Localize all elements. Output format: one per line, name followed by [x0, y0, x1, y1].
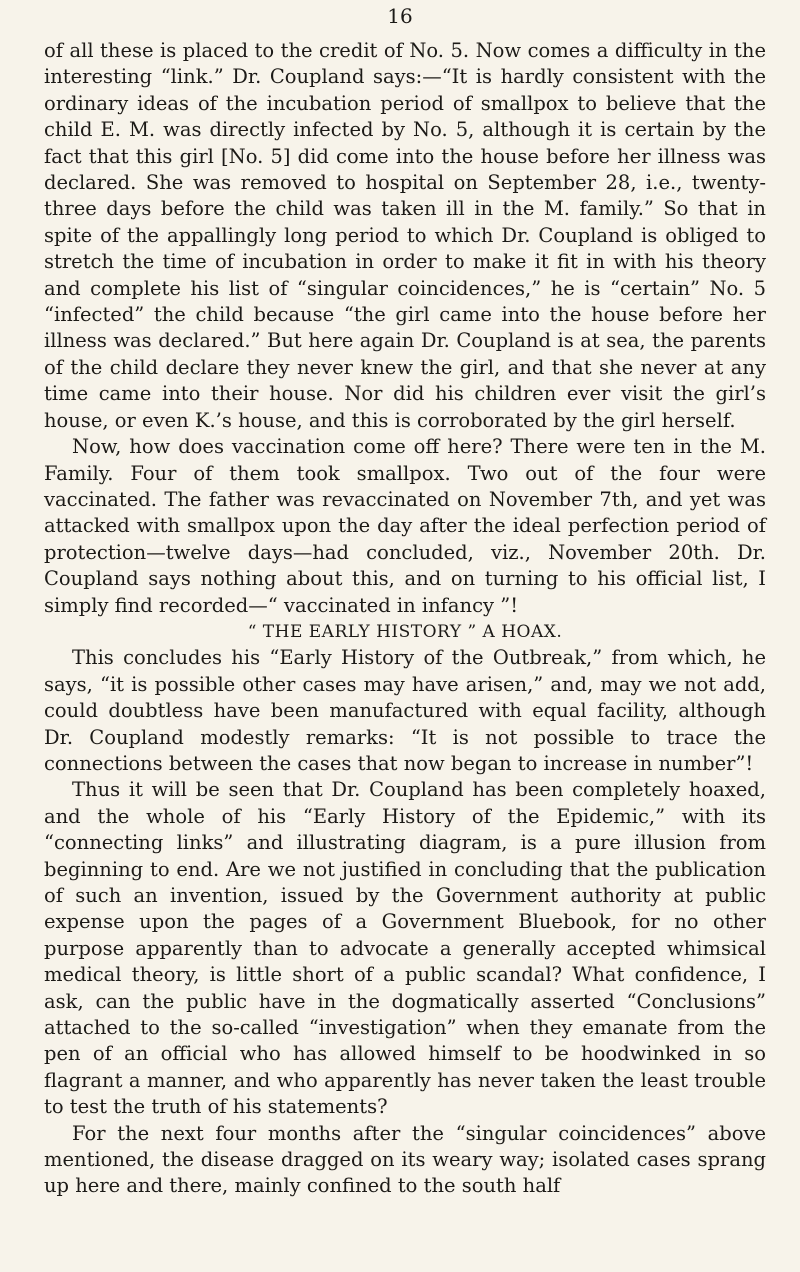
paragraph-3: This concludes his “Early History of the Outbreak,” from which, he says, “it is possible other cases may have arisen,” and, may we not add, could doubtless have been manufactured with equal facility, although Dr. Coupland modestly remarks: “It is not possible to trace the connections between the cases that now began to increase in number”!: [44, 646, 766, 775]
page-body: [44, 38, 766, 1200]
paragraph-5: For the next four months after the “singular coincidences” above mentioned, the disease dragged on its weary way; isolated cases sprang up here and there, mainly confined to the south half: [44, 1121, 766, 1198]
paragraph-2: Now, how does vaccination come off here? There were ten in the M. Family. Four of them took smallpox. Two out of the four were vaccinated. The father was revaccinated on November 7th, and yet was attacked with smallpox upon the day after the ideal perfection period of protection—twelve days—had concluded, viz., November 20th. Dr. Coupland says nothing about this, and on turning to his official list, I simply find recorded—“ vaccinated in infancy ”!: [44, 435, 766, 617]
paragraph-1: of all these is placed to the credit of No. 5. Now comes a difficulty in the interesting “link.” Dr. Coupland says:—“It is hardly consistent with the ordinary ideas of the incubation period of smallpox to believe that the child E. M. was directly infected by No. 5, although it is certain by the fact that this girl [No. 5] did come into the house before her illness was declared. She was removed to hospital on September 28, i.e., twenty-three days before the child was taken ill in the M. family.” So that in spite of the appallingly long period to which Dr. Coupland is obliged to stretch the time of incubation in order to make it fit in with his theory and complete his list of “singular coincidences,” he is “certain” No. 5 “infected” the child because “the girl came into the house before her illness was declared.” But here again Dr. Coupland is at sea, the parents of the child declare they never knew the girl, and that she never at any time came into their house. Nor did his children ever visit the girl’s house, or even K.’s house, and this is corroborated by the girl herself.: [44, 39, 766, 432]
page-number: 16: [387, 4, 413, 28]
paragraph-4: Thus it will be seen that Dr. Coupland has been completely hoaxed, and the whole of his “Early History of the Epidemic,” with its “connecting links” and illustrating diagram, is a pure illusion from beginning to end. Are we not justified in concluding that the publication of such an invention, issued by the Government authority at public expense upon the pages of a Government Bluebook, for no other purpose apparently than to advocate a generally accepted whimsical medical theory, is little short of a public scandal? What confidence, I ask, can the public have in the dogmatically asserted “Conclusions” attached to the so-called “investigation” when they emanate from the pen of an official who has allowed himself to be hoodwinked in so flagrant a manner, and who apparently has never taken the least trouble to test the truth of his statements?: [44, 778, 766, 1119]
section-heading: “ THE EARLY HISTORY ” A HOAX.: [247, 621, 563, 642]
